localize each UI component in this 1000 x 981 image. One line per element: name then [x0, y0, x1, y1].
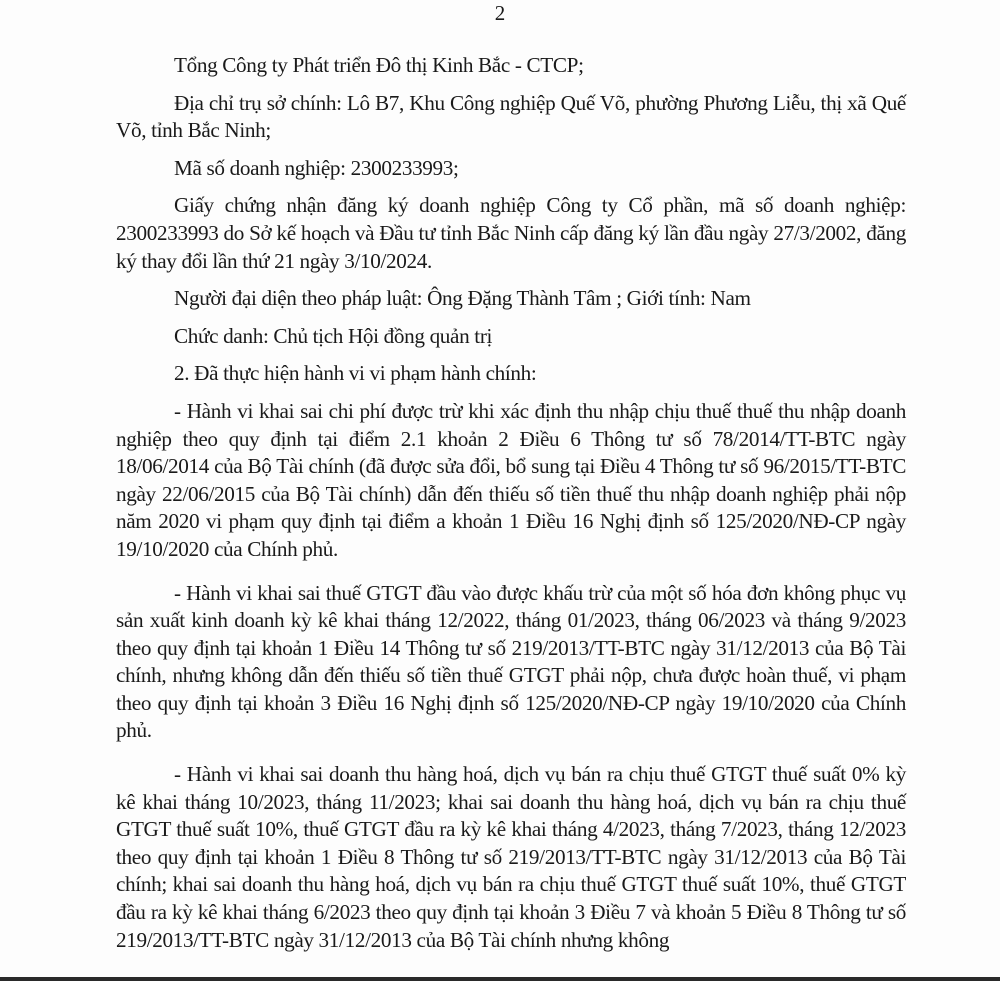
registration-certificate: Giấy chứng nhận đăng ký doanh nghiệp Công ty Cổ phần, mã số doanh nghiệp: 2300233993 do Sở kế hoạch và Đầu tư tỉnh Bắc Ninh cấp đăng ký lần đầu ngày 27/3/2002, đăng ký thay đổi lần thứ 21 ngày 3/10/2024.: [116, 193, 906, 273]
document-body: [116, 52, 906, 954]
page-number: 2: [494, 1, 506, 25]
headquarters-address: Địa chỉ trụ sở chính: Lô B7, Khu Công nghiệp Quế Võ, phường Phương Liễu, thị xã Quế Võ, tỉnh Bắc Ninh;: [116, 90, 906, 143]
violation-item-3: - Hành vi khai sai doanh thu hàng hoá, dịch vụ bán ra chịu thuế GTGT thuế suất 0% kỳ kê khai tháng 10/2023, tháng 11/2023; khai sai doanh thu hàng hoá, dịch vụ bán ra chịu thuế GTGT thuế suất 10%, thuế GTGT đầu ra kỳ kê khai tháng 4/2023, tháng 7/2023, tháng 12/2023 theo quy định tại khoản 1 Điều 8 Thông tư số 219/2013/TT-BTC ngày 31/12/2013 của Bộ Tài chính; khai sai doanh thu hàng hoá, dịch vụ bán ra chịu thuế GTGT thuế suất 10%, thuế GTGT đầu ra kỳ kê khai tháng 6/2023 theo quy định tại khoản 3 Điều 7 và khoản 5 Điều 8 Thông tư số 219/2013/TT-BTC ngày 31/12/2013 của Bộ Tài chính nhưng không: [116, 762, 906, 952]
bottom-edge-divider: [0, 977, 1000, 981]
violation-item-2: - Hành vi khai sai thuế GTGT đầu vào được khấu trừ của một số hóa đơn không phục vụ sản xuất kinh doanh kỳ kê khai tháng 12/2022, tháng 01/2023, tháng 06/2023 và tháng 9/2023 theo quy định tại khoản 1 Điều 14 Thông tư số 219/2013/TT-BTC ngày 31/12/2013 của Bộ Tài chính, nhưng không dẫn đến thiếu số tiền thuế GTGT phải nộp, chưa được hoàn thuế, vi phạm theo quy định tại khoản 3 Điều 16 Nghị định số 125/2020/NĐ-CP ngày 19/10/2020 của Chính phủ.: [116, 580, 906, 743]
position-title: Chức danh: Chủ tịch Hội đồng quản trị: [174, 323, 493, 348]
company-name: Tổng Công ty Phát triển Đô thị Kinh Bắc - CTCP;: [174, 53, 584, 77]
violation-heading: 2. Đã thực hiện hành vi vi phạm hành chính:: [174, 361, 537, 386]
legal-representative: Người đại diện theo pháp luật: Ông Đặng Thành Tâm ; Giới tính: Nam: [174, 286, 751, 311]
business-code: Mã số doanh nghiệp: 2300233993;: [174, 155, 459, 180]
violation-item-1: - Hành vi khai sai chi phí được trừ khi xác định thu nhập chịu thuế thuế thu nhập doanh nghiệp theo quy định tại điểm 2.1 khoản 2 Điều 6 Thông tư số 78/2014/TT-BTC ngày 18/06/2014 của Bộ Tài chính (đã được sửa đổi, bổ sung tại Điều 4 Thông tư số 96/2015/TT-BTC ngày 22/06/2015 của Bộ Tài chính) dẫn đến thiếu số tiền thuế thu nhập doanh nghiệp phải nộp năm 2020 vi phạm quy định tại điểm a khoản 1 Điều 16 Nghị định số 125/2020/NĐ-CP ngày 19/10/2020 của Chính phủ.: [116, 398, 906, 561]
